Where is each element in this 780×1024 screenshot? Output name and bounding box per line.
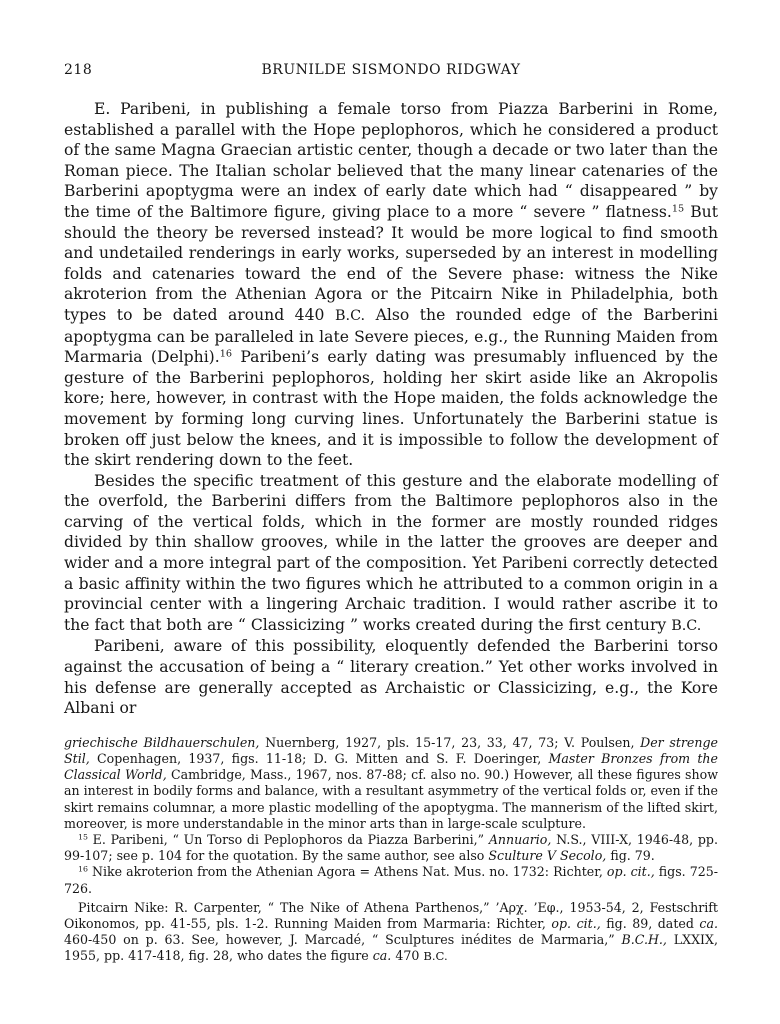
footnote-continuation: griechische Bildhauerschulen, Nuernberg, 1927, pls. 15-17, 23, 33, 47, 73; V. Poulsen, Der strenge Stil, Copenhagen, 1937, figs. 11-18; D. G. Mitten and S. F. Doeringer, Master Bronzes from the Classical World, Cambridge, Mass., 1967, nos. 87-88; cf. also no. 90.) However, all these figures show an interest in bodily forms and balance, with a resultant asymmetry of the vertical folds or, even if the skirt remains columnar, a more plastic modelling of the apoptygma. The mannerism of the lifted skirt, moreover, is more understandable in the minor arts than in large-scale sculpture. bbox=[64, 734, 718, 831]
date-abbrev: B.C. bbox=[423, 949, 448, 964]
footnote-ref: 16 bbox=[219, 348, 233, 360]
body-paragraph: E. Paribeni, in publishing a female torso from Piazza Barberini in Rome, established a parallel with the Hope peplophoros, which he considered a product of the same Magna Graecian artistic center, though a decade or two later than the Roman piece. The Italian scholar believed that the many linear catenaries of the Barberini apoptygma were an index of early date which had “ disappeared ” by the time of the Baltimore figure, giving place to a more “ severe ” flatness.$^{15}$ But should the theory be reversed instead? It would be more logical to find smooth and undetailed renderings in early works, superseded by an interest in modelling folds and catenaries toward the end of the Severe phase: witness the Nike akroterion from the Athenian Agora or the Pitcairn Nike in Philadelphia, both types to be dated around 440 B.C. Also the rounded edge of the Barberini apoptygma can be paralleled in late Severe pieces, e.g., the Running Maiden from Marmaria (Delphi).$^{16}$ Paribeni’s early dating was presumably influenced by the gesture of the Barberini peplophoros, holding her skirt aside like an Akropolis kore; here, however, in contrast with the Hope maiden, the folds acknowledge the movement by forming long curving lines. Unfortunately the Barberini statue is broken off just below the knees, and it is impossible to follow the development of the skirt rendering down to the feet. bbox=[64, 100, 718, 470]
body-paragraph: Besides the specific treatment of this gesture and the elaborate modelling of the overfold, the Barberini differs from the Baltimore peplophoros also in the carving of the vertical folds, which in the former are mostly rounded ridges divided by thin shallow grooves, while in the latter the grooves are deeper and wider and a more integral part of the composition. Yet Paribeni correctly detected a basic affinity within the two figures which he attributed to a common origin in a provincial center with a lingering Archaic tradition. I would rather ascribe it to the fact that both are “ Classicizing ” works created during the first century B.C. bbox=[64, 471, 718, 634]
footnote-15: $^{15}$ E. Paribeni, “ Un Torso di Peplophoros da Piazza Barberini,” Annuario, N.S., VIII-X, 1946-48, pp. 99-107; see p. 104 for the quotation. By the same author, see also Sculture V Secolo, fig. 79. bbox=[64, 832, 718, 864]
date-abbrev: B.C. bbox=[334, 307, 366, 324]
footnote-16-continued: Pitcairn Nike: R. Carpenter, “ The Nike of Athena Parthenos,” ’Αρχ. ’Εφ., 1953-54, 2, Festschrift Oikonomos, pp. 41-55, pls. 1-2. Running Maiden from Marmaria: Richter, op. cit., fig. 89, dated ca. 460-450 on p. 63. See, however, J. Marcadé, “ Sculptures inédites de Marmaria,” B.C.H., LXXIX, 1955, pp. 417-418, fig. 28, who dates the figure ca. 470 B.C. bbox=[64, 899, 718, 964]
journal-page bbox=[64, 62, 718, 965]
footnote-ref: 15 bbox=[671, 203, 685, 215]
footnotes bbox=[64, 735, 718, 965]
body-paragraph: Paribeni, aware of this possibility, eloquently defended the Barberini torso against the accusation of being a “ literary creation.” Yet other works involved in his defense are generally accepted as Archaistic or Classicizing, e.g., the Kore Albani or bbox=[64, 637, 718, 718]
running-title: BRUNILDE SISMONDO RIDGWAY bbox=[261, 62, 521, 78]
page-number: 218 bbox=[64, 62, 93, 78]
footnote-16: $^{16}$ Nike akroterion from the Athenian Agora = Athens Nat. Mus. no. 1732: Richter, op. cit., figs. 725-726. bbox=[64, 864, 718, 896]
body-text bbox=[64, 99, 718, 719]
running-head bbox=[64, 62, 718, 86]
date-abbrev: B.C. bbox=[671, 617, 702, 634]
footnote-number: 16 bbox=[78, 865, 88, 875]
footnote-number: 15 bbox=[78, 832, 88, 842]
